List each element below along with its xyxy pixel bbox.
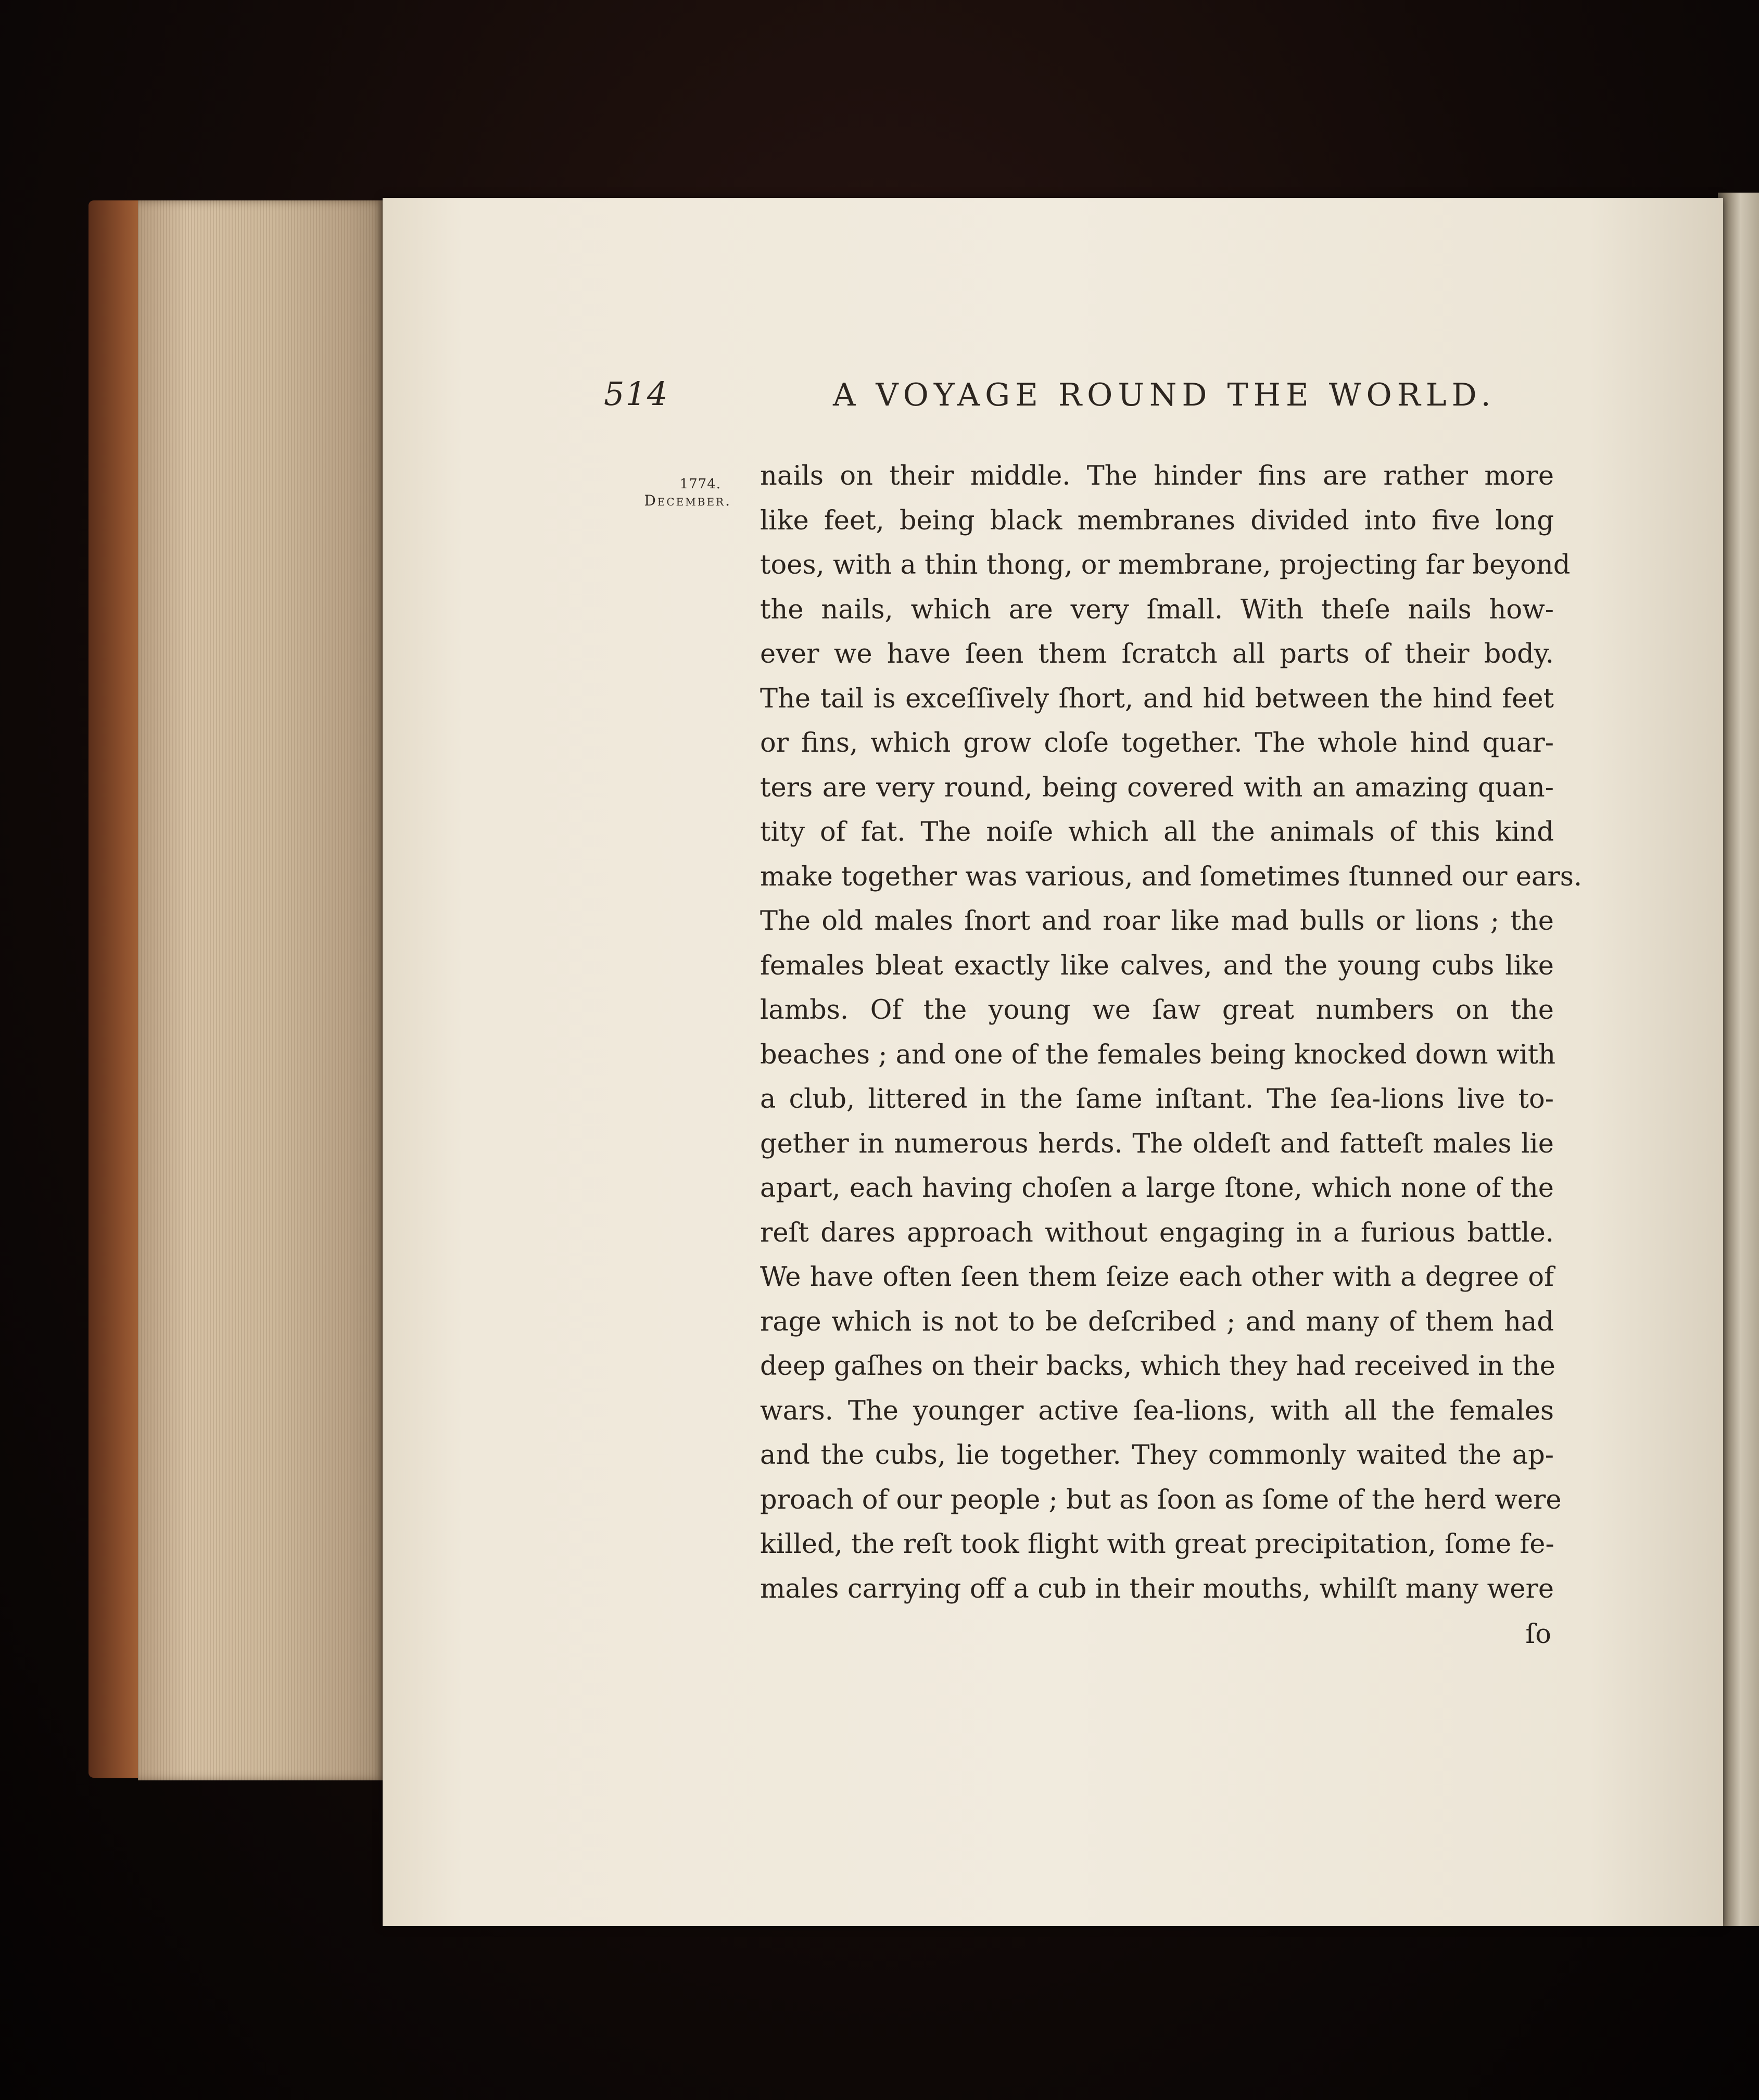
text-line: males carrying off a cub in their mouths, whilſt many were	[760, 1573, 1554, 1604]
text-line: deep gaſhes on their backs, which they had received in the	[760, 1351, 1555, 1382]
margin-note	[625, 476, 731, 509]
text-line: wars. The younger active ſea-lions, with all the females	[760, 1395, 1554, 1426]
text-line: like feet, being black membranes divided into five long	[760, 505, 1554, 536]
page-header	[604, 375, 1551, 422]
catchword: ſo	[1525, 1619, 1551, 1650]
book-page-edges	[138, 200, 385, 1780]
text-line: rage which is not to be deſcribed ; and many of them had	[760, 1306, 1554, 1337]
text-line: make together was various, and ſometimes ſtunned our ears.	[760, 861, 1583, 892]
text-line: the nails, which are very ſmall. With theſe nails how-	[760, 594, 1554, 625]
book-gutter	[1718, 193, 1759, 1926]
text-line: toes, with a thin thong, or membrane, projecting far beyond	[760, 550, 1571, 580]
text-line: beaches ; and one of the females being knocked down with	[760, 1039, 1556, 1070]
text-line: lambs. Of the young we ſaw great numbers on the	[760, 995, 1554, 1026]
text-line: We have often ſeen them ſeize each other with a degree of	[760, 1262, 1554, 1293]
text-line: The old males ſnort and roar like mad bulls or lions ; the	[760, 906, 1554, 937]
text-line: The tail is exceſſively ſhort, and hid between the hind feet	[760, 683, 1554, 714]
text-line: or fins, which grow cloſe together. The whole hind quar-	[760, 728, 1554, 758]
text-line: killed, the reſt took flight with great precipitation, ſome fe-	[760, 1529, 1554, 1560]
body-text	[760, 454, 1583, 1611]
text-line: proach of our people ; but as ſoon as ſome of the herd were	[760, 1484, 1562, 1515]
text-line: nails on their middle. The hinder fins are rather more	[760, 461, 1554, 491]
text-line: and the cubs, lie together. They commonly waited the ap-	[760, 1440, 1554, 1471]
text-line: females bleat exactly like calves, and the young cubs like	[760, 950, 1554, 981]
text-line: ever we have ſeen them ſcratch all parts of their body.	[760, 639, 1554, 669]
margin-month: December.	[644, 492, 731, 509]
text-line: ters are very round, being covered with an amazing quan-	[760, 772, 1554, 803]
text-line: gether in numerous herds. The oldeſt and fatteſt males lie	[760, 1128, 1554, 1159]
text-line: a club, littered in the ſame inſtant. The ſea-lions live to-	[760, 1084, 1554, 1115]
text-line: reſt dares approach without engaging in a furious battle.	[760, 1217, 1554, 1248]
margin-year: 1774.	[679, 476, 721, 492]
running-title: A VOYAGE ROUND THE WORLD.	[833, 377, 1496, 413]
text-line: apart, each having choſen a large ſtone, which none of the	[760, 1173, 1554, 1204]
text-line: tity of fat. The noiſe which all the animals of this kind	[760, 817, 1554, 847]
page-number: 514	[604, 375, 669, 413]
